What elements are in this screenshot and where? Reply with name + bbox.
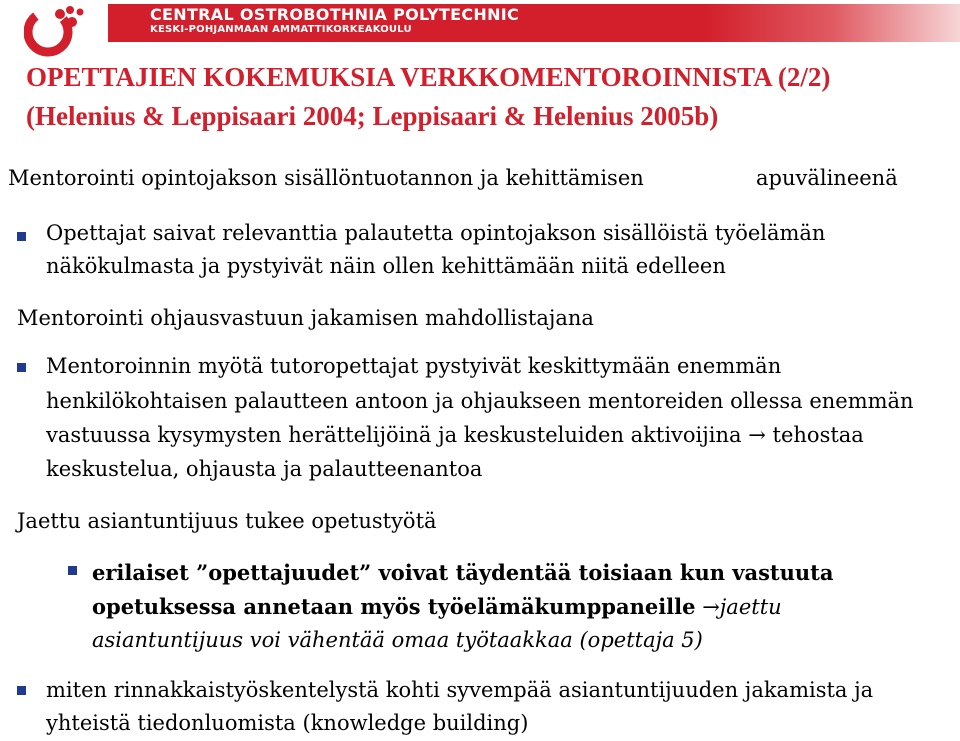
section1-heading-a: Mentorointi opintojakson sisällöntuotannon ja kehittämisen bbox=[8, 166, 644, 190]
bullet-icon bbox=[17, 232, 26, 241]
section2-bullet-line-2: henkilökohtaisen palautteen antoon ja ohjaukseen mentoreiden ollessa enemmän bbox=[46, 389, 914, 413]
section3-sub-line-2 bbox=[92, 590, 782, 625]
section2-bullet-line-4: keskustelua, ohjausta ja palautteenantoa bbox=[46, 457, 483, 481]
bullet-icon bbox=[68, 566, 77, 575]
section3-heading: Jaettu asiantuntijuus tukee opetustyötä bbox=[17, 509, 437, 533]
title-line-2: (Helenius & Leppisaari 2004; Leppisaari & Helenius 2005b) bbox=[26, 101, 719, 131]
section3-sub-line-2b: jaettu bbox=[719, 595, 782, 619]
org-subname: KESKI-POHJANMAAN AMMATTIKORKEAKOULU bbox=[150, 24, 412, 35]
section1-heading-b: apuvälineenä bbox=[756, 166, 898, 190]
title-line-1: OPETTAJIEN KOKEMUKSIA VERKKOMENTOROINNISTA (2/2) bbox=[26, 62, 831, 92]
arrow-icon: → bbox=[702, 595, 720, 619]
section1-bullet-line-2: näkökulmasta ja pystyivät näin ollen kehittämään niitä edelleen bbox=[46, 254, 726, 278]
bullet-icon bbox=[17, 686, 26, 695]
section1-bullet-line-1: Opettajat saivat relevanttia palautetta opintojakson sisällöistä työelämän bbox=[46, 221, 826, 245]
section3-sub-line-1: erilaiset ”opettajuudet” voivat täydentää toisiaan kun vastuuta bbox=[92, 560, 834, 585]
section2-bullet-line-3 bbox=[46, 419, 864, 453]
header-org bbox=[150, 6, 519, 36]
cop-logo-icon bbox=[24, 2, 94, 60]
section2-bullet-line-1: Mentoroinnin myötä tutoropettajat pystyivät keskittymään enemmän bbox=[46, 354, 782, 378]
org-name: CENTRAL OSTROBOTHNIA POLYTECHNIC bbox=[150, 5, 520, 24]
section3-bullet-line-1: miten rinnakkaistyöskentelystä kohti syvempää asiantuntijuuden jakamista ja bbox=[46, 678, 874, 702]
bullet-icon bbox=[17, 363, 26, 372]
section3-sub-line-2a: opetuksessa annetaan myös työelämäkumppaneille bbox=[92, 594, 696, 619]
section3-sub-line-3: asiantuntijuus voi vähentää omaa työtaakkaa (opettaja 5) bbox=[92, 628, 703, 652]
section2-line-3a: vastuussa kysymysten herättelijöinä ja keskusteluiden aktivoijina bbox=[46, 423, 742, 447]
section2-line-3b: tehostaa bbox=[772, 423, 864, 447]
section3-bullet-line-2: yhteistä tiedonluomista (knowledge building) bbox=[46, 711, 529, 735]
page-title bbox=[26, 58, 956, 136]
arrow-icon: → bbox=[748, 423, 766, 447]
section2-heading: Mentorointi ohjausvastuun jakamisen mahdollistajana bbox=[17, 306, 594, 330]
